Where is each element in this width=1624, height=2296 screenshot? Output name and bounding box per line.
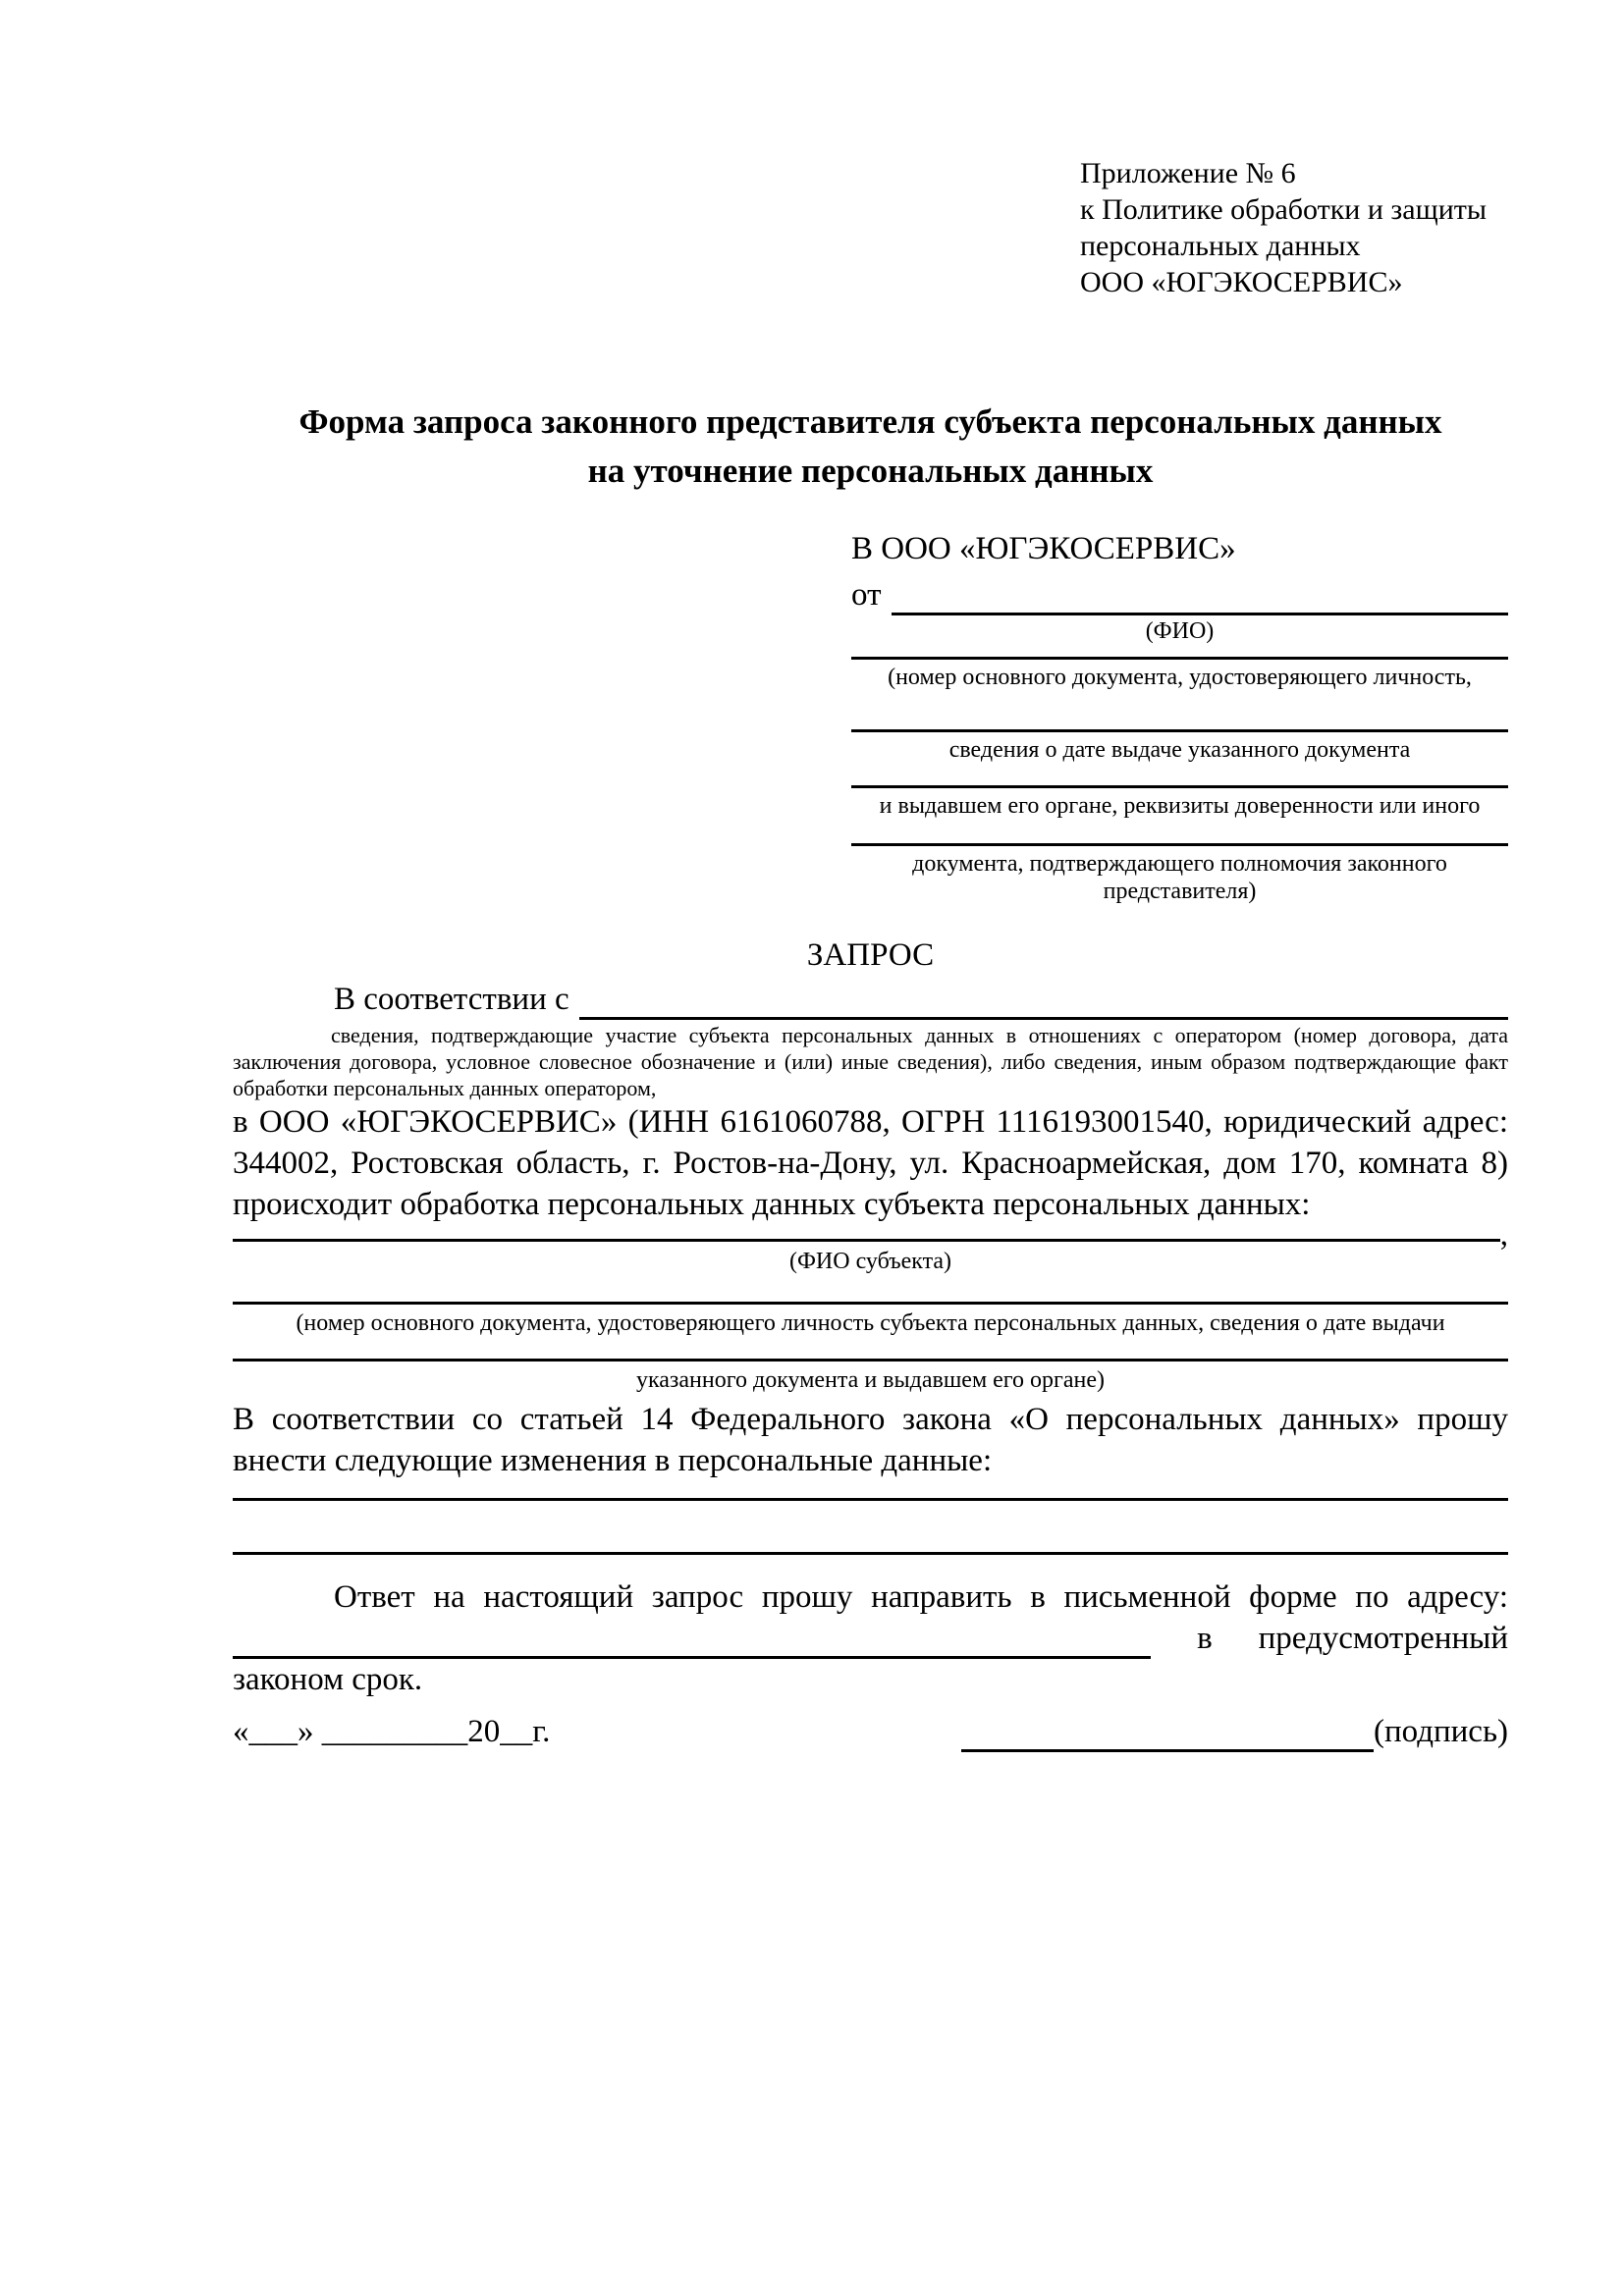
- applicant-doc-blank-line-2: [851, 729, 1508, 732]
- subject-doc-blank-line-2: [233, 1359, 1508, 1362]
- applicant-doc-blank-line-4: [851, 843, 1508, 846]
- changes-blank-line-1: [233, 1498, 1508, 1501]
- reply-word-term: предусмотренный: [1258, 1621, 1508, 1656]
- reply-address-blank-line: [233, 1621, 1151, 1659]
- applicant-doc-blank-line-3: [851, 785, 1508, 788]
- request-heading: ЗАПРОС: [806, 937, 935, 973]
- applicant-doc-caption-3: и выдавшем его органе, реквизиты доверенности или иного: [879, 793, 1481, 819]
- from-row: [851, 574, 1508, 615]
- subject-fio-blank-line: [233, 1225, 1500, 1242]
- applicant-doc-group-3: [851, 785, 1508, 820]
- basis-blank-line: [579, 982, 1508, 1020]
- applicant-doc-group-1: [851, 657, 1508, 691]
- addressee-company: В ООО «ЮГЭКОСЕРВИС»: [851, 531, 1236, 566]
- basis-label: В соответствии с: [334, 982, 569, 1017]
- law-paragraph-line-1: В соответствии со статьей 14 Федерального закона «О персональных данных» прошу: [233, 1402, 1508, 1437]
- reply-paragraph-line-3: законом срок.: [233, 1662, 423, 1697]
- law-paragraph-line-2: внести следующие изменения в персональные данные:: [233, 1443, 993, 1478]
- operator-paragraph-line-2: 344002, Ростовская область, г. Ростов-на-Дону, ул. Красноармейская, дом 170, комната 8): [233, 1146, 1508, 1181]
- applicant-doc-group-2: [851, 729, 1508, 764]
- basis-row: [233, 979, 1508, 1020]
- reply-paragraph-line-1: Ответ на настоящий запрос прошу направить в письменной форме по адресу:: [334, 1579, 1508, 1615]
- basis-footnote: сведения, подтверждающие участие субъекта персональных данных в отношениях с оператором (номер договора, дата заключения договора, условное словесное обозначение и (или) иные сведения), либо сведения, иным образом подтверждающие факт обработки персональных данных оператором,: [233, 1023, 1508, 1100]
- subject-fio-caption: (ФИО субъекта): [788, 1249, 952, 1274]
- date-field: «___» _________20__г.: [233, 1714, 551, 1749]
- reply-address-row: [233, 1618, 1508, 1659]
- date-signature-row: [233, 1711, 1508, 1752]
- applicant-doc-caption-2: сведения о дате выдаче указанного документа: [948, 737, 1411, 763]
- reply-word-v: в: [1197, 1621, 1213, 1656]
- subject-doc-caption-1: (номер основного документа, удостоверяющего личность субъекта персональных данных, сведения о дате выдачи: [296, 1310, 1445, 1336]
- appendix-line-3: персональных данных: [1080, 230, 1361, 262]
- applicant-name-blank-line: [892, 577, 1509, 615]
- request-section: [233, 934, 1508, 1700]
- addressee-block: [851, 528, 1508, 905]
- applicant-doc-group-4: [851, 843, 1508, 905]
- from-label: от: [851, 577, 882, 613]
- changes-blank-line-2: [233, 1552, 1508, 1555]
- applicant-doc-blank-line-1: [851, 657, 1508, 660]
- appendix-block: [1080, 155, 1487, 300]
- subject-doc-caption-2: указанного документа и выдавшем его органе): [635, 1367, 1106, 1393]
- operator-paragraph-line-1: в ООО «ЮГЭКОСЕРВИС» (ИНН 6161060788, ОГРН 1116193001540, юридический адрес:: [233, 1104, 1508, 1140]
- appendix-line-2: к Политике обработки и защиты: [1080, 193, 1488, 226]
- form-title-line-2: на уточнение персональных данных: [587, 452, 1154, 490]
- form-title: [233, 398, 1508, 496]
- signature-group: [961, 1711, 1508, 1752]
- appendix-line-4: ООО «ЮГЭКОСЕРВИС»: [1080, 266, 1403, 298]
- applicant-doc-caption-1: (номер основного документа, удостоверяющего личность,: [888, 665, 1472, 690]
- subject-fio-comma: ,: [1499, 1217, 1508, 1253]
- signature-blank-line: [961, 1714, 1374, 1752]
- applicant-fio-caption: (ФИО): [1145, 618, 1215, 644]
- subject-doc-blank-line-1: [233, 1302, 1508, 1305]
- form-title-line-1: Форма запроса законного представителя субъекта персональных данных: [298, 402, 1442, 441]
- applicant-doc-caption-4: документа, подтверждающего полномочия законного представителя): [912, 851, 1447, 904]
- subject-fio-row: [233, 1217, 1508, 1253]
- law-paragraph: [233, 1399, 1508, 1481]
- operator-paragraph-line-3: происходит обработка персональных данных субъекта персональных данных:: [233, 1187, 1311, 1222]
- appendix-line-1: Приложение № 6: [1080, 157, 1296, 189]
- signature-caption: (подпись): [1374, 1714, 1508, 1749]
